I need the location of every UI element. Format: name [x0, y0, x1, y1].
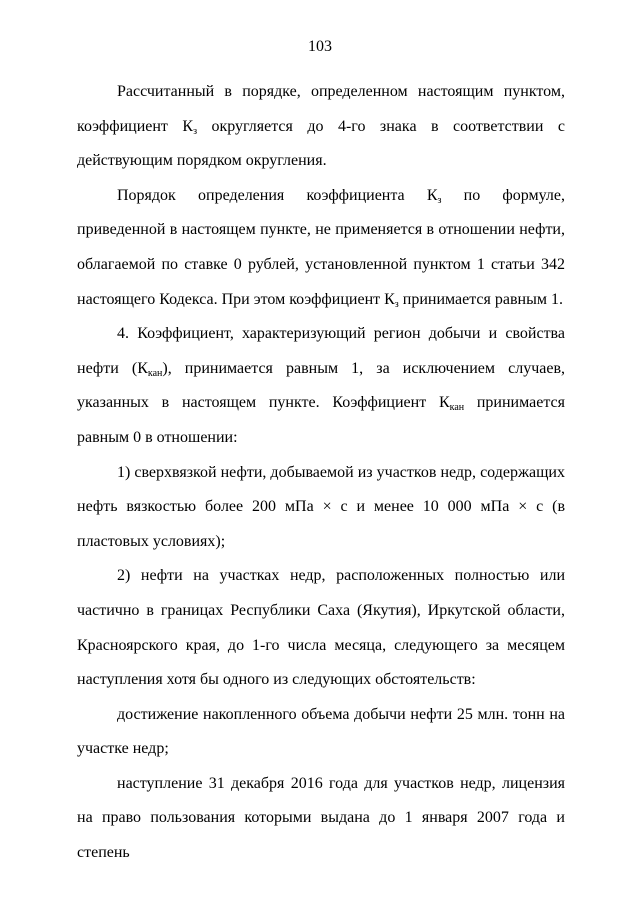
- subscript: з: [437, 194, 442, 206]
- paragraph-text: Порядок определения коэффициента К: [117, 186, 438, 204]
- paragraph-text: принимается равным 0 в отношении:: [77, 394, 565, 446]
- paragraph-text: Рассчитанный в порядке, определенном настоящим пунктом, коэффициент К: [77, 83, 565, 135]
- paragraph-7: [77, 767, 565, 871]
- paragraph-text: 1) сверхвязкой нефти, добываемой из участков недр, содержащих нефть вязкостью более 200 мПа × с и менее 10 000 мПа × с (в пластовых условиях);: [77, 463, 565, 550]
- paragraph-text: 2) нефти на участках недр, расположенных полностью или частично в границах Республики Саха (Якутия), Иркутской области, Красноярского края, до 1-го числа месяца, следующего за месяцем наступления хотя бы одного из следующих обстоятельств:: [77, 567, 565, 689]
- paragraph-text: ), принимается равным 1, за исключением случаев, указанных в настоящем пункте. Коэффициент К: [77, 359, 566, 412]
- paragraph-3: [77, 317, 565, 455]
- paragraph-1: [77, 75, 565, 179]
- paragraph-text: 4. Коэффициент, характеризующий регион добычи и свойства нефти (К: [77, 325, 565, 377]
- subscript: кан: [147, 367, 163, 379]
- page-number: 103: [308, 38, 332, 55]
- paragraph-6: [77, 698, 565, 767]
- document-body: [77, 75, 565, 871]
- paragraph-text: достижение накопленного объема добычи нефти 25 млн. тонн на участке недр;: [77, 705, 565, 758]
- paragraph-text: принимается равным 1.: [398, 290, 563, 308]
- subscript: з: [394, 298, 399, 310]
- paragraph-text: округляется до 4-го знака в соответствии с действующим порядком округления.: [77, 117, 566, 170]
- paragraph-text: по формуле, приведенной в настоящем пункте, не применяется в отношении нефти, облагаемой по ставке 0 рублей, установленной пунктом 1 статьи 342 настоящего Кодекса. При этом коэффициент К: [77, 186, 565, 308]
- paragraph-4: [77, 456, 565, 560]
- subscript: з: [193, 125, 198, 137]
- subscript: кан: [449, 402, 465, 414]
- paragraph-5: [77, 559, 565, 697]
- paragraph-2: [77, 179, 565, 317]
- paragraph-text: наступление 31 декабря 2016 года для участков недр, лицензия на право пользования которыми выдана до 1 января 2007 года и степень: [77, 774, 565, 862]
